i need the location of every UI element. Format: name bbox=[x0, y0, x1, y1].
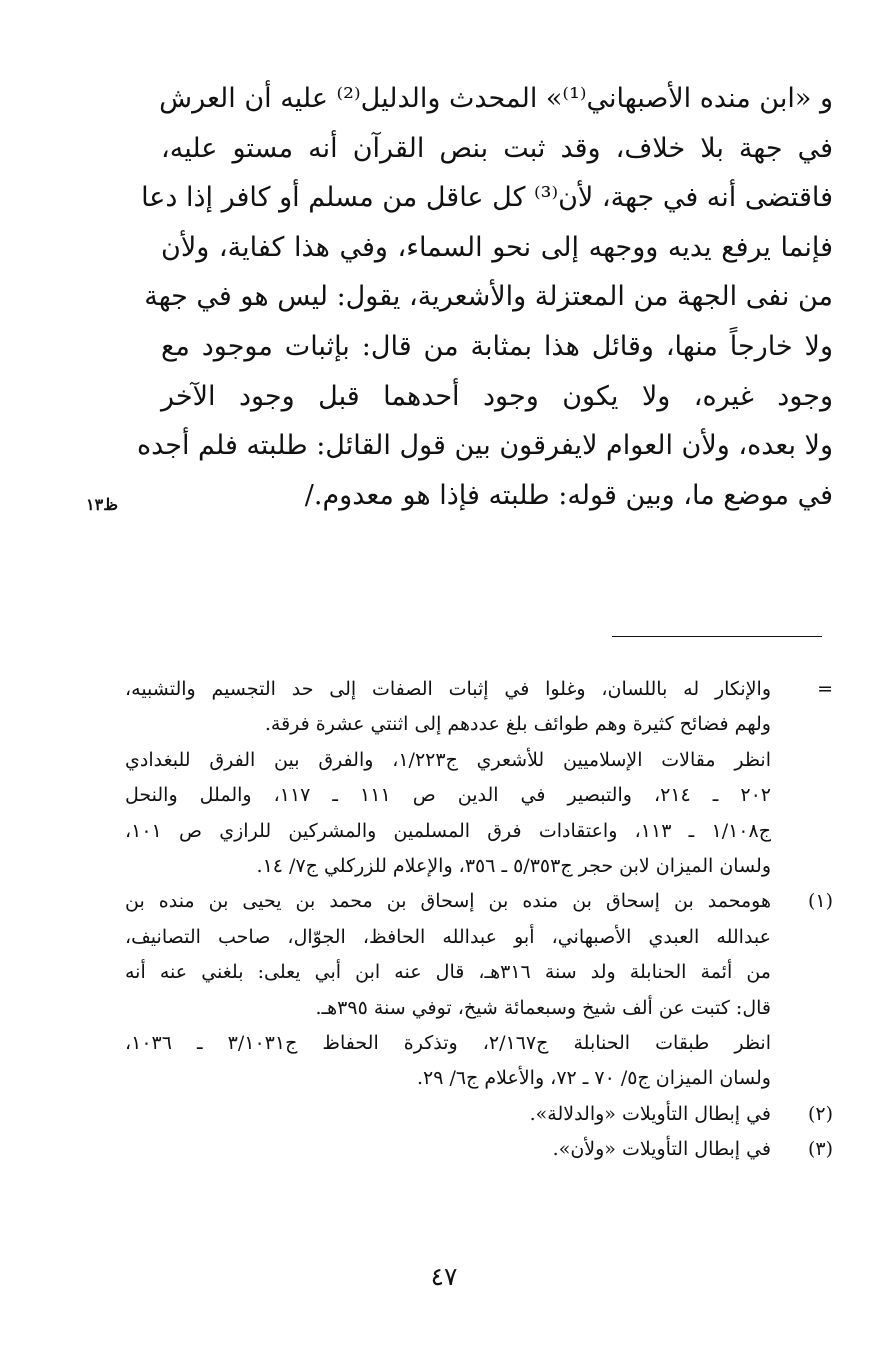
footnote-line: ج١/١٠٨ ـ ١١٣، واعتقادات فرق المسلمين والمشركين للرازي ص ١٠١، bbox=[125, 819, 771, 842]
footnote-line: في إبطال التأويلات «ولأن». bbox=[552, 1138, 771, 1161]
footnote-3 bbox=[125, 1132, 833, 1167]
footnote-2 bbox=[125, 1097, 833, 1132]
main-text-line: ولا بعده، ولأن العوام لايفرقون بين قول القائل: طلبته فلم أجده bbox=[136, 430, 833, 462]
main-text-line: فإنما يرفع يديه ووجهه إلى نحو السماء، وفي هذا كفاية، ولأن bbox=[161, 231, 833, 263]
footnote-marker: (٣) bbox=[807, 1138, 833, 1161]
footnote-line: انظر طبقات الحنابلة ج٢/١٦٧، وتذكرة الحفاظ ج٣/١٠٣١ ـ ١٠٣٦، bbox=[125, 1031, 771, 1054]
footnote-line: عبدالله العبدي الأصبهاني، أبو عبدالله الحافظ، الجوّال، صاحب التصانيف، bbox=[125, 925, 771, 948]
manuscript-folio-note: ظ١٣ bbox=[86, 495, 118, 514]
footnote-line: هومحمد بن إسحاق بن منده بن إسحاق بن محمد بن يحيى بن منده بن bbox=[125, 890, 771, 913]
page-number: ٤٧ bbox=[430, 1262, 458, 1291]
main-text-line: في موضع ما، وبين قوله: طلبته فإذا هو معدوم./ bbox=[304, 479, 833, 511]
main-text-line: في جهة بلا خلاف، وقد ثبت بنص القرآن أنه مستو عليه، bbox=[161, 132, 833, 164]
footnote-line: ولسان الميزان لابن حجر ج٥/٣٥٣ ـ ٣٥٦، والإعلام للزركلي ج٧/ ١٤. bbox=[256, 854, 771, 877]
footnote-line: قال: كتبت عن ألف شيخ وسبعمائة شيخ، توفي سنة ٣٩٥هـ. bbox=[315, 996, 771, 1019]
main-text-line: و «ابن منده الأصبهاني⁽¹⁾» المحدث والدليل⁽²⁾ عليه أن العرش bbox=[159, 83, 833, 114]
footnote-continuation bbox=[125, 672, 833, 884]
footnote-marker: (٢) bbox=[807, 1102, 833, 1125]
footnote-1 bbox=[125, 884, 833, 1096]
footnote-marker: (١) bbox=[807, 890, 833, 913]
main-text-line: وجود غيره، ولا يكون وجود أحدهما قبل وجود الآخر bbox=[161, 380, 833, 412]
main-text-line: ولا خارجاً منها، وقائل هذا بمثابة من قال: بإثبات موجود مع bbox=[161, 330, 833, 362]
footnote-line: والإنكار له باللسان، وغلوا في إثبات الصفات إلى حد التجسيم والتشبيه، bbox=[125, 678, 771, 700]
footnote-line: ولهم فضائح كثيرة وهم طوائف بلغ عددهم إلى اثنتي عشرة فرقة. bbox=[264, 713, 771, 736]
footnote-line: في إبطال التأويلات «والدلالة». bbox=[529, 1102, 771, 1125]
footnote-line: من أئمة الحنابلة ولد سنة ٣١٦هـ، قال عنه ابن أبي يعلى: بلغني عنه أنه bbox=[125, 961, 771, 984]
footnote-line: ولسان الميزان ج٥/ ٧٠ ـ ٧٢، والأعلام ج٦/ ٢٩. bbox=[416, 1067, 771, 1090]
main-text-line: فاقتضى أنه في جهة، لأن⁽³⁾ كل عاقل من مسلم أو كافر إذا دعا bbox=[141, 182, 833, 214]
footnote-separator bbox=[612, 636, 822, 637]
main-text-line: من نفى الجهة من المعتزلة والأشعرية، يقول: ليس هو في جهة bbox=[144, 281, 833, 313]
footnote-line: ٢٠٢ ـ ٢١٤، والتبصير في الدين ص ١١١ ـ ١١٧، والملل والنحل bbox=[125, 784, 772, 807]
footnote-marker: = bbox=[817, 678, 833, 700]
footnote-line: انظر مقالات الإسلاميين للأشعري ج١/٢٢٣، والفرق بين الفرق للبغدادي bbox=[125, 748, 771, 771]
footnotes-block bbox=[125, 672, 833, 1168]
main-text-block bbox=[136, 74, 833, 520]
